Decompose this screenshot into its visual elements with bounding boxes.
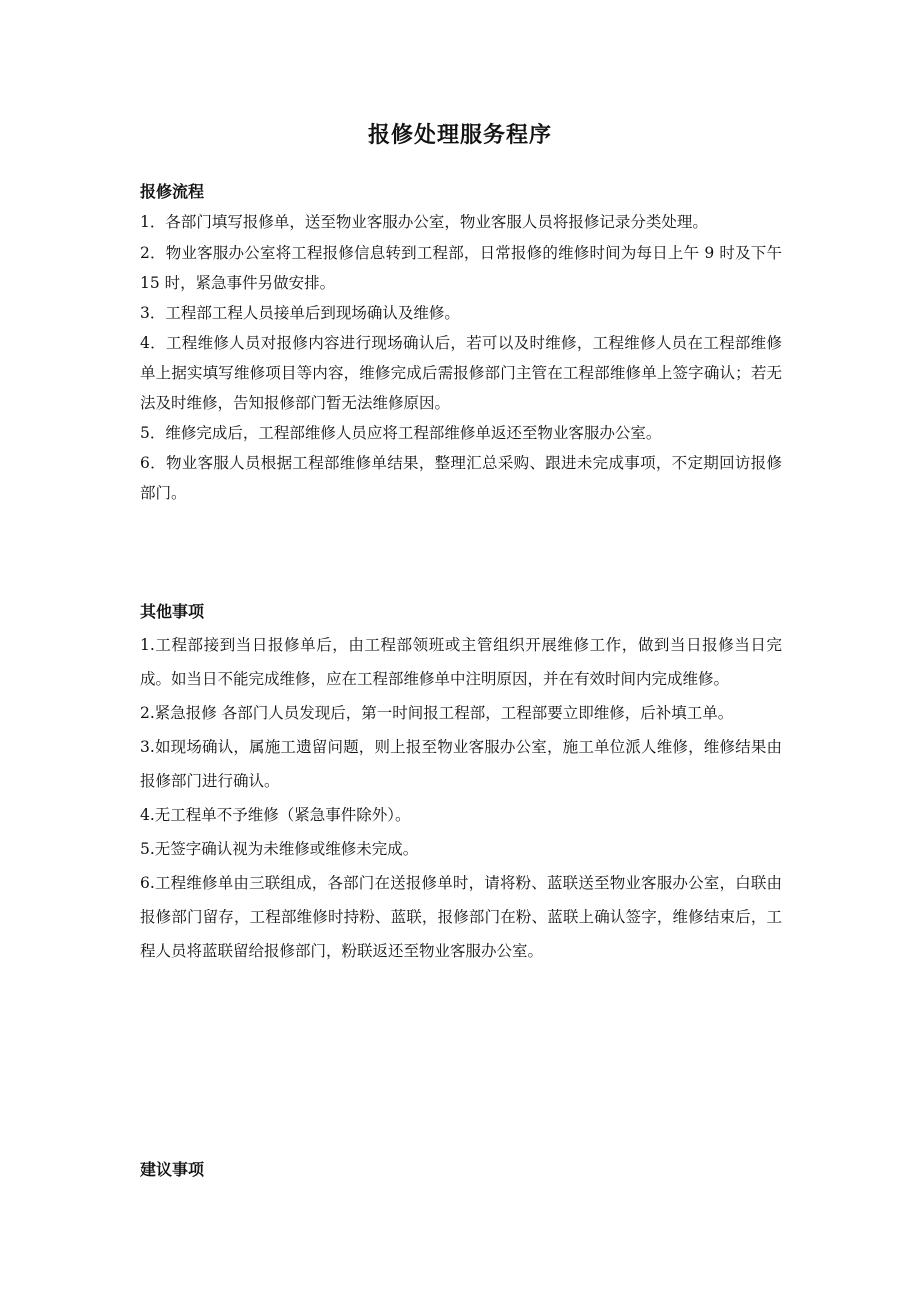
list-item: 1．各部门填写报修单，送至物业客服办公室，物业客服人员将报修记录分类处理。 [140, 213, 708, 231]
list-item: 1.工程部接到当日报修单后，由工程部领班或主管组织开展维修工作，做到当日报修当日完成。如当日不能完成维修，应在工程部维修单中注明原因，并在有效时间内完成维修。 [140, 636, 782, 688]
list-item: 3.如现场确认，属施工遗留问题，则上报至物业客服办公室，施工单位派人维修，维修结果由报修部门进行确认。 [140, 738, 782, 790]
list-item: 6．物业客服人员根据工程部维修单结果，整理汇总采购、跟进未完成事项，不定期回访报修部门。 [140, 454, 782, 502]
page-title: 报修处理服务程序 [367, 122, 552, 148]
section-heading-other-matters: 其他事项 [140, 602, 205, 621]
list-item: 4.无工程单不予维修（紧急事件除外）。 [140, 806, 411, 824]
list-item: 4．工程维修人员对报修内容进行现场确认后，若可以及时维修，工程维修人员在工程部维修单上据实填写维修项目等内容，维修完成后需报修部门主管在工程部维修单上签字确认；若无法及时维修，告知报修部门暂无法维修原因。 [140, 334, 782, 412]
list-item: 5.无签字确认视为未维修或维修未完成。 [140, 840, 419, 858]
section-heading-suggestions: 建议事项 [140, 1160, 205, 1179]
list-item: 2．物业客服办公室将工程报修信息转到工程部，日常报修的维修时间为每日上午 9 时及下午 15 时，紧急事件另做安排。 [140, 244, 782, 292]
section-heading-repair-flow: 报修流程 [140, 182, 205, 201]
list-item: 6.工程维修单由三联组成，各部门在送报修单时，请将粉、蓝联送至物业客服办公室，白联由报修部门留存，工程部维修时持粉、蓝联，报修部门在粉、蓝联上确认签字，维修结束后，工程人员将蓝联留给报修部门，粉联返还至物业客服办公室。 [140, 874, 782, 960]
repair-flow-list [140, 208, 782, 508]
section-suggestions [140, 1158, 782, 1186]
list-item: 5．维修完成后，工程部维修人员应将工程部维修单返还至物业客服办公室。 [140, 424, 662, 442]
section-repair-flow [140, 180, 782, 508]
list-item: 2.紧急报修 各部门人员发现后，第一时间报工程部，工程部要立即维修，后补填工单。 [140, 704, 734, 722]
section-other-matters [140, 600, 782, 968]
list-item: 3．工程部工程人员接单后到现场确认及维修。 [140, 304, 460, 322]
other-matters-list [140, 628, 782, 968]
